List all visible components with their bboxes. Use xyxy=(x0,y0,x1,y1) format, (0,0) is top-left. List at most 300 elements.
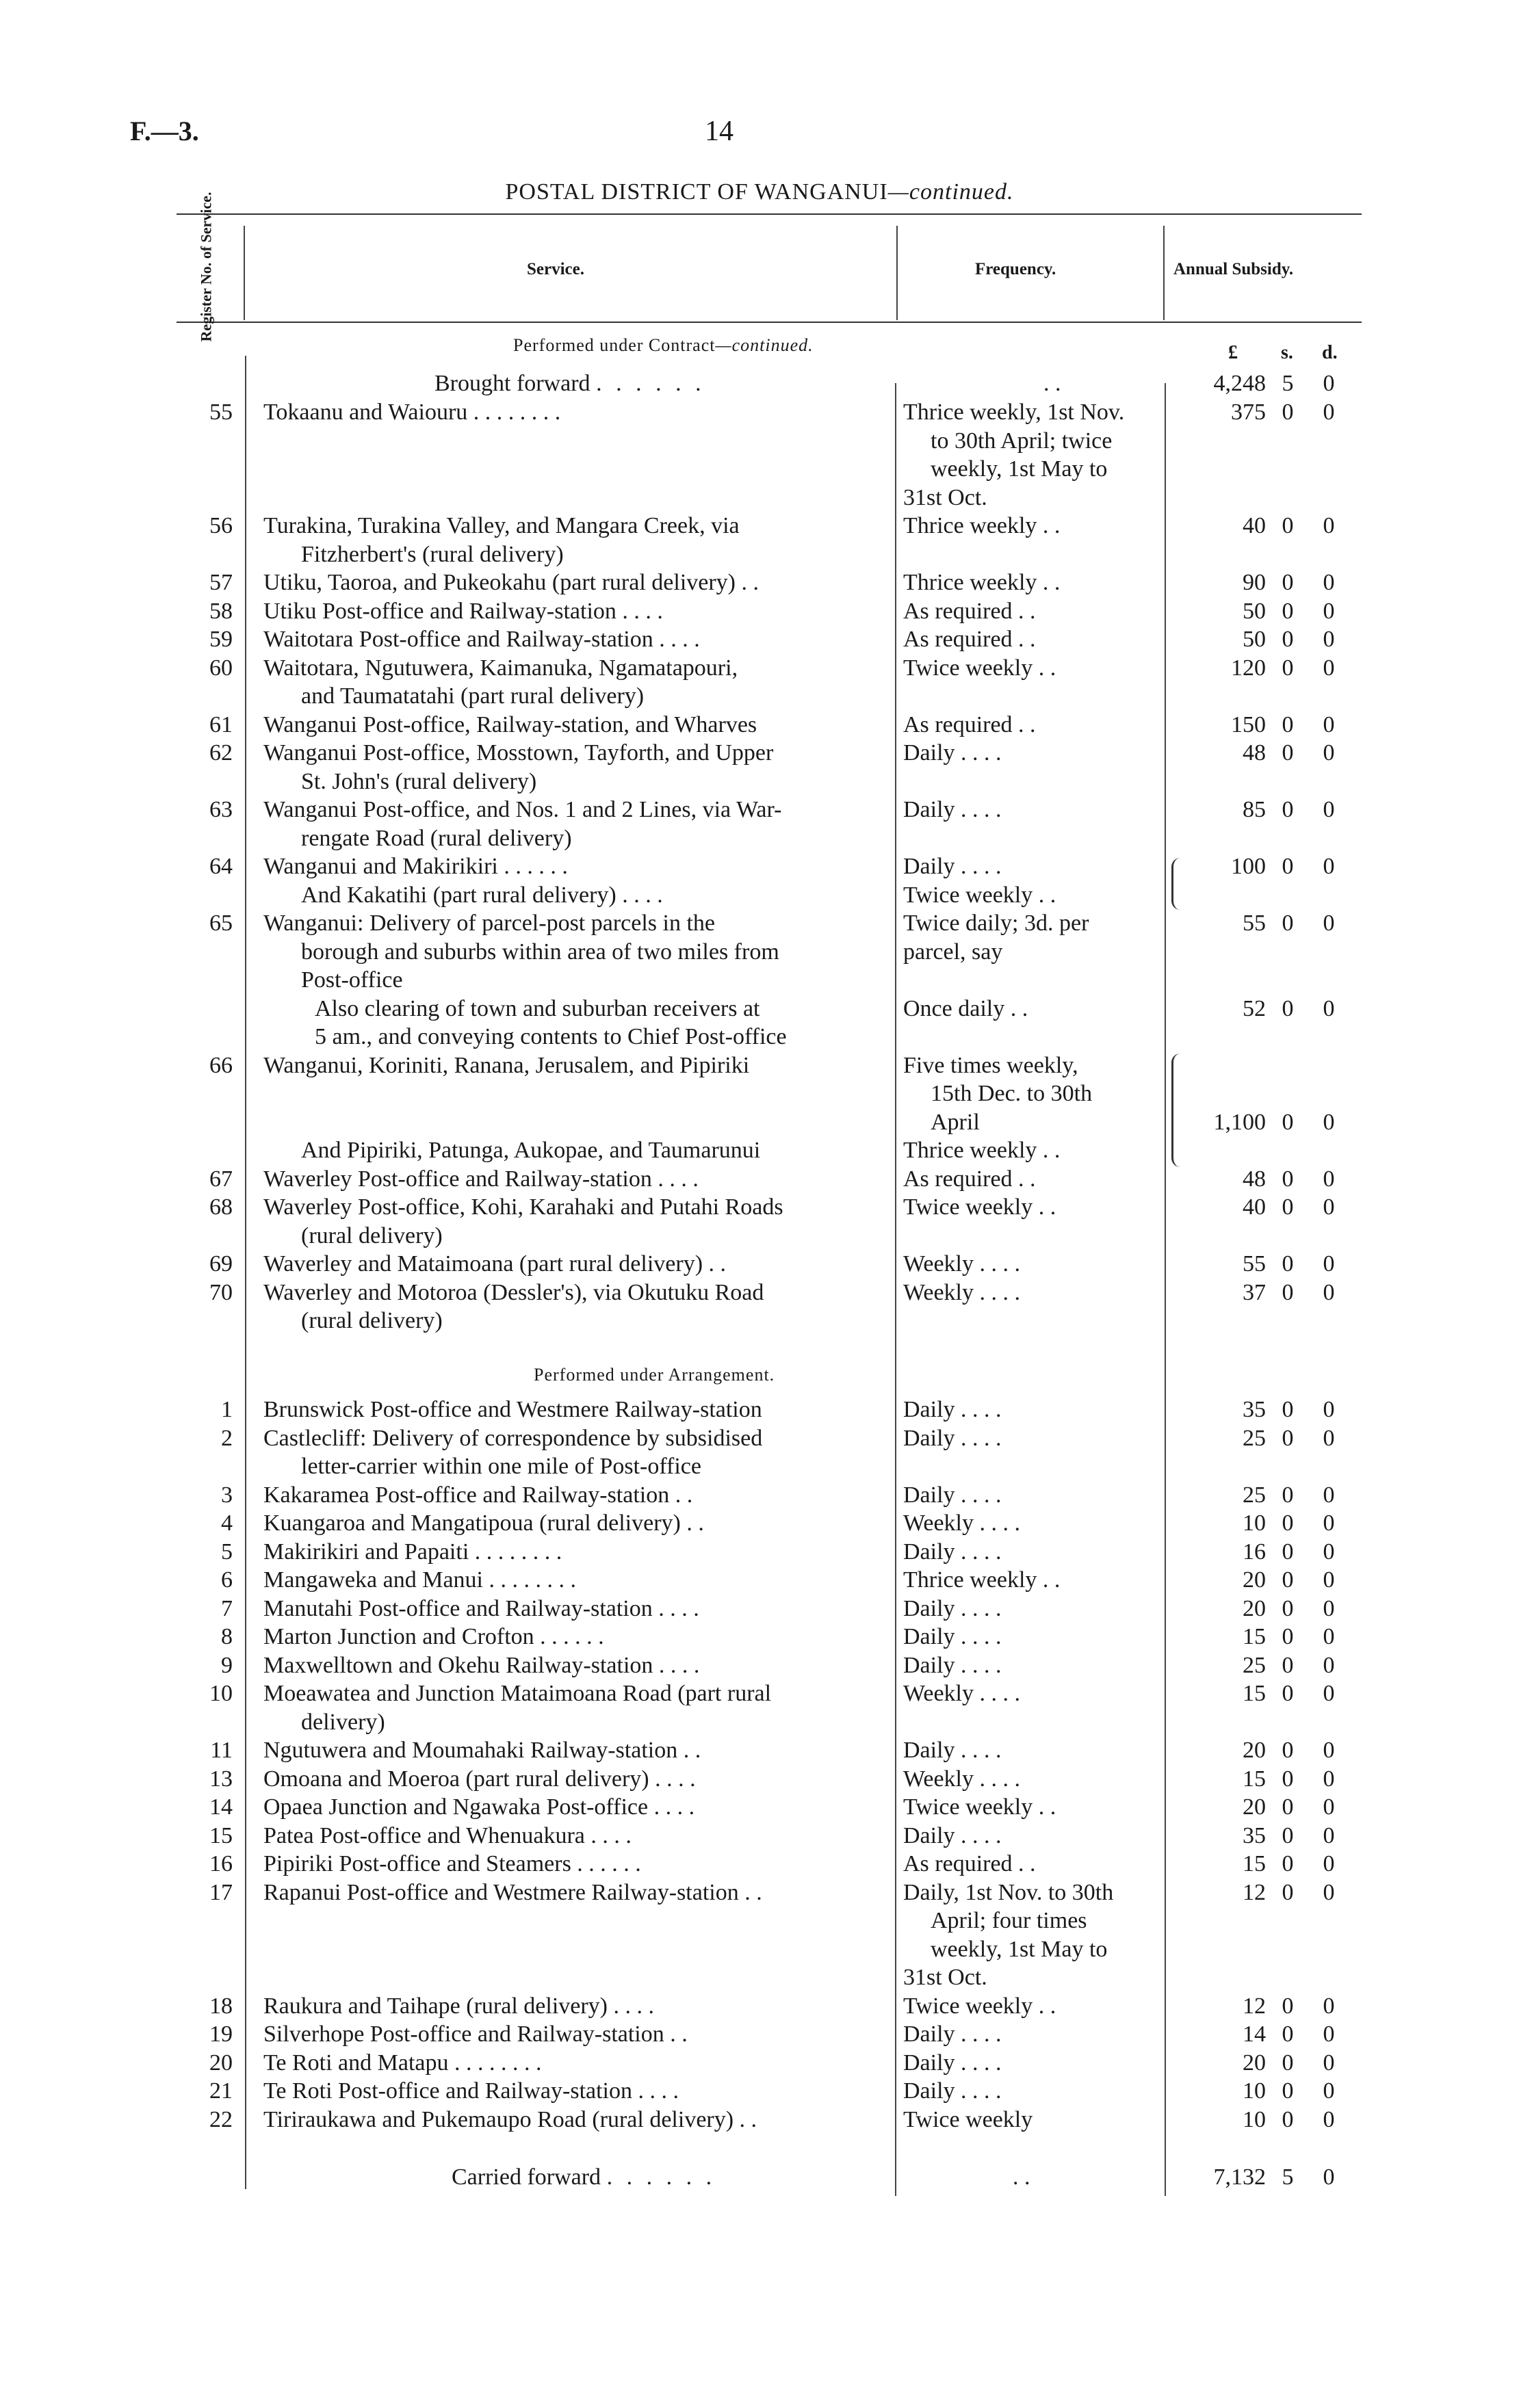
table-row-line xyxy=(0,1250,1519,1279)
frequency-text: Weekly . . . . xyxy=(903,1251,1020,1277)
frequency-text: Weekly . . . . xyxy=(903,1766,1020,1792)
frequency-text: Twice weekly . . xyxy=(903,655,1056,681)
subsidy-shillings: 0 xyxy=(1282,1822,1294,1848)
table-row-line xyxy=(0,1566,1519,1595)
table-row-line xyxy=(0,1963,1519,1992)
subsidy-shillings: 0 xyxy=(1282,1425,1294,1451)
frequency-text: Twice weekly . . xyxy=(903,882,1056,908)
register-number: 10 xyxy=(209,1681,233,1706)
table-row-line xyxy=(0,540,1519,569)
register-number: 14 xyxy=(209,1794,233,1820)
table-row-line xyxy=(0,852,1519,881)
frequency-text: Daily . . . . xyxy=(903,2021,1002,2047)
service-text: Castlecliff: Delivery of correspondence by subsidised xyxy=(263,1425,763,1451)
page-title xyxy=(0,179,1519,205)
frequency-text: Daily . . . . xyxy=(903,1482,1002,1508)
service-text: Te Roti Post-office and Railway-station . . . . xyxy=(263,2078,679,2104)
frequency-text: Thrice weekly . . xyxy=(903,570,1061,595)
service-text: Omoana and Moeroa (part rural delivery) . . . . xyxy=(263,1766,696,1792)
table-row-line xyxy=(0,1023,1519,1051)
subsidy-pence: 0 xyxy=(1323,1567,1335,1593)
table-row-line xyxy=(0,2020,1519,2049)
subsidy-shillings: 0 xyxy=(1282,711,1294,737)
register-number: 8 xyxy=(221,1624,233,1649)
frequency-text: Daily . . . . xyxy=(903,1425,1002,1451)
table-row-line xyxy=(0,881,1519,910)
frequency-text: Daily . . . . xyxy=(903,797,1002,822)
register-number: 61 xyxy=(209,711,233,737)
subsidy-shillings: 0 xyxy=(1282,1510,1294,1536)
table-row-line xyxy=(0,2106,1519,2134)
table-row-line xyxy=(0,1907,1519,1935)
service-text: Waverley and Mataimoana (part rural delivery) . . xyxy=(263,1251,727,1277)
subsidy-shillings: 0 xyxy=(1282,797,1294,822)
table-row-line xyxy=(0,1279,1519,1307)
subsidy-shillings: 0 xyxy=(1282,1251,1294,1277)
service-text: Maxwelltown and Okehu Railway-station . . . . xyxy=(263,1652,700,1678)
subsidy-pence: 0 xyxy=(1323,655,1335,681)
subsidy-pence: 0 xyxy=(1323,2050,1335,2076)
service-text: Tokaanu and Waiouru . . . . . . . . xyxy=(263,400,561,425)
subsidy-shillings: 0 xyxy=(1282,1851,1294,1876)
frequency-text: Twice weekly . . xyxy=(903,1993,1056,2019)
table-row-line xyxy=(0,1452,1519,1481)
frequency-text: Daily . . . . xyxy=(903,1738,1002,1763)
subsidy-pounds: 20 xyxy=(1243,2050,1266,2076)
register-number: 66 xyxy=(209,1052,233,1078)
register-number: 21 xyxy=(209,2078,233,2104)
column-header-register-text: Register No. of Service. xyxy=(197,192,214,342)
service-text: rengate Road (rural delivery) xyxy=(301,825,572,851)
subsidy-pence: 0 xyxy=(1323,740,1335,765)
subsidy-shillings: 0 xyxy=(1282,2106,1294,2132)
brought-forward-freq-dots: . . xyxy=(1043,371,1061,396)
register-number: 4 xyxy=(221,1510,233,1536)
table-row-line xyxy=(0,1108,1519,1137)
table-row-line xyxy=(0,938,1519,967)
subsidy-pounds: 50 xyxy=(1243,598,1266,624)
register-number: 7 xyxy=(221,1595,233,1621)
subsidy-pence: 0 xyxy=(1323,1425,1335,1451)
subsidy-shillings: 0 xyxy=(1282,1397,1294,1422)
subsidy-pounds: 25 xyxy=(1243,1425,1266,1451)
subsidy-pounds: 15 xyxy=(1243,1766,1266,1792)
subsidy-pence: 0 xyxy=(1323,598,1335,624)
service-text: Wanganui: Delivery of parcel-post parcels in the xyxy=(263,911,716,936)
frequency-text: Daily . . . . xyxy=(903,1652,1002,1678)
service-text: Wanganui Post-office, Railway-station, and Wharves xyxy=(263,711,757,737)
brought-forward-pounds: 4,248 xyxy=(1213,371,1266,396)
table-row-line xyxy=(0,1051,1519,1080)
table-row-line xyxy=(0,1736,1519,1765)
table-row-line xyxy=(0,1136,1519,1165)
subsidy-shillings: 0 xyxy=(1282,655,1294,681)
service-text: And Pipiriki, Patunga, Aukopae, and Taumarunui xyxy=(301,1138,761,1163)
brace-row-64 xyxy=(1171,858,1180,910)
subsidy-pounds: 20 xyxy=(1243,1738,1266,1763)
table-row-line xyxy=(0,768,1519,796)
register-number: 67 xyxy=(209,1166,233,1192)
subsidy-shillings: 0 xyxy=(1282,2021,1294,2047)
frequency-text: weekly, 1st May to xyxy=(931,456,1108,482)
table-row-line xyxy=(0,1307,1519,1335)
register-number: 56 xyxy=(209,513,233,538)
subsidy-pence: 0 xyxy=(1323,400,1335,425)
subsidy-shillings: 0 xyxy=(1282,1595,1294,1621)
subsidy-shillings: 0 xyxy=(1282,854,1294,879)
subsidy-pounds: 10 xyxy=(1243,2106,1266,2132)
service-text: Waverley Post-office and Railway-station . . . . xyxy=(263,1166,699,1192)
subsidy-shillings: 0 xyxy=(1282,1482,1294,1508)
subsidy-shillings: 0 xyxy=(1282,1738,1294,1763)
subsidy-pence: 0 xyxy=(1323,513,1335,538)
subsidy-pence: 0 xyxy=(1323,1652,1335,1678)
subsidy-pounds: 48 xyxy=(1243,1166,1266,1192)
subsidy-pounds: 20 xyxy=(1243,1567,1266,1593)
currency-pence: d. xyxy=(1322,342,1338,363)
subsidy-pence: 0 xyxy=(1323,1879,1335,1905)
frequency-text: Once daily . . xyxy=(903,995,1028,1021)
subsidy-shillings: 0 xyxy=(1282,598,1294,624)
subsidy-pence: 0 xyxy=(1323,797,1335,822)
column-header-service: Service. xyxy=(527,260,584,278)
subsidy-shillings: 0 xyxy=(1282,2078,1294,2104)
subsidy-shillings: 0 xyxy=(1282,1109,1294,1135)
table-row-line xyxy=(0,1165,1519,1194)
table-row-line xyxy=(0,1679,1519,1708)
table-row-line xyxy=(0,1193,1519,1222)
subsidy-shillings: 0 xyxy=(1282,1681,1294,1706)
table-row-line xyxy=(0,1396,1519,1424)
subsidy-pence: 0 xyxy=(1323,854,1335,879)
subsidy-shillings: 0 xyxy=(1282,2050,1294,2076)
subsidy-shillings: 0 xyxy=(1282,1539,1294,1565)
subsidy-pounds: 12 xyxy=(1243,1879,1266,1905)
subsidy-pence: 0 xyxy=(1323,1794,1335,1820)
frequency-text: Daily . . . . xyxy=(903,1595,1002,1621)
service-text: Turakina, Turakina Valley, and Mangara Creek, via xyxy=(263,513,740,538)
frequency-text: Daily . . . . xyxy=(903,1539,1002,1565)
frequency-text: Twice weekly . . xyxy=(903,1194,1056,1220)
subsidy-pounds: 25 xyxy=(1243,1482,1266,1508)
register-number: 9 xyxy=(221,1652,233,1678)
service-text: Wanganui, Koriniti, Ranana, Jerusalem, and Pipiriki xyxy=(263,1052,750,1078)
subsidy-pounds: 50 xyxy=(1243,627,1266,652)
subsidy-pence: 0 xyxy=(1323,2021,1335,2047)
frequency-text: April xyxy=(931,1109,980,1135)
service-text: Also clearing of town and suburban receivers at xyxy=(315,995,760,1021)
frequency-text: As required . . xyxy=(903,1851,1036,1876)
subsidy-pounds: 10 xyxy=(1243,1510,1266,1536)
brace-row-66 xyxy=(1171,1054,1180,1167)
subsidy-pounds: 15 xyxy=(1243,1681,1266,1706)
table-row-line xyxy=(0,568,1519,597)
carried-forward-freq-dots: . . xyxy=(1013,2164,1030,2190)
subsidy-pence: 0 xyxy=(1323,1993,1335,2019)
service-text: Patea Post-office and Whenuakura . . . . xyxy=(263,1822,632,1848)
page-title-text: POSTAL DISTRICT OF WANGANUI xyxy=(505,179,888,205)
table-row-line xyxy=(0,1992,1519,2021)
register-number: 3 xyxy=(221,1482,233,1508)
table-row-line xyxy=(0,455,1519,484)
subsidy-shillings: 0 xyxy=(1282,1794,1294,1820)
service-text: Ngutuwera and Moumahaki Railway-station . . xyxy=(263,1738,701,1763)
frequency-text: As required . . xyxy=(903,627,1036,652)
frequency-text: Daily . . . . xyxy=(903,1397,1002,1422)
frequency-text: Daily . . . . xyxy=(903,2050,1002,2076)
table-row-line xyxy=(0,512,1519,540)
service-text: Tiriraukawa and Pukemaupo Road (rural delivery) . . xyxy=(263,2106,757,2132)
subsidy-pence: 0 xyxy=(1323,1851,1335,1876)
subsidy-pounds: 52 xyxy=(1243,995,1266,1021)
table-row-line xyxy=(0,1822,1519,1850)
register-number: 11 xyxy=(210,1738,233,1763)
table-row-line xyxy=(0,1708,1519,1737)
frequency-text: Twice daily; 3d. per xyxy=(903,911,1089,936)
carried-forward-label: Carried forward . . . . . . xyxy=(452,2164,716,2190)
frequency-text: Daily . . . . xyxy=(903,2078,1002,2104)
frequency-text: Daily . . . . xyxy=(903,854,1002,879)
table-row-line xyxy=(0,398,1519,427)
service-text: Rapanui Post-office and Westmere Railway-station . . xyxy=(263,1879,762,1905)
subsidy-pence: 0 xyxy=(1323,1595,1335,1621)
table-row-line xyxy=(0,1765,1519,1794)
frequency-text: As required . . xyxy=(903,711,1036,737)
register-number: 6 xyxy=(221,1567,233,1593)
header-rule-bottom xyxy=(177,322,1362,323)
table-row-line xyxy=(0,1651,1519,1680)
subsidy-pence: 0 xyxy=(1323,627,1335,652)
service-text: letter-carrier within one mile of Post-office xyxy=(301,1454,701,1479)
frequency-text: As required . . xyxy=(903,1166,1036,1192)
rule-frequency-header xyxy=(1163,226,1165,320)
frequency-text: Daily . . . . xyxy=(903,1822,1002,1848)
table-row-line xyxy=(0,1222,1519,1251)
register-number: 19 xyxy=(209,2021,233,2047)
subsidy-pounds: 48 xyxy=(1243,740,1266,765)
frequency-text: Daily, 1st Nov. to 30th xyxy=(903,1879,1114,1905)
register-number: 20 xyxy=(209,2050,233,2076)
subsidy-pounds: 15 xyxy=(1243,1624,1266,1649)
table-row-line xyxy=(0,1879,1519,1907)
table-row-line xyxy=(0,1079,1519,1108)
table-row-line xyxy=(0,1595,1519,1623)
subsidy-pounds: 40 xyxy=(1243,1194,1266,1220)
subsidy-shillings: 0 xyxy=(1282,1766,1294,1792)
table-row-line xyxy=(0,824,1519,853)
service-text: Waverley and Motoroa (Dessler's), via Okutuku Road xyxy=(263,1279,764,1305)
service-text: delivery) xyxy=(301,1709,385,1735)
service-text: (rural delivery) xyxy=(301,1222,443,1248)
table-row-line xyxy=(0,1538,1519,1567)
brought-forward-pence: 0 xyxy=(1323,371,1335,396)
register-number: 65 xyxy=(209,911,233,936)
subsidy-shillings: 0 xyxy=(1282,627,1294,652)
frequency-text: weekly, 1st May to xyxy=(931,1936,1108,1962)
service-text: Fitzherbert's (rural delivery) xyxy=(301,541,564,567)
register-number: 1 xyxy=(221,1397,233,1422)
register-number: 62 xyxy=(209,740,233,765)
register-number: 17 xyxy=(209,1879,233,1905)
subsidy-pounds: 25 xyxy=(1243,1652,1266,1678)
register-number: 63 xyxy=(209,797,233,822)
service-text: Brunswick Post-office and Westmere Railway-station xyxy=(263,1397,762,1422)
subsidy-pence: 0 xyxy=(1323,711,1335,737)
subsidy-pence: 0 xyxy=(1323,911,1335,936)
subsidy-pounds: 15 xyxy=(1243,1851,1266,1876)
register-number: 18 xyxy=(209,1993,233,2019)
section-heading-contract-text: Performed under Contract xyxy=(513,335,716,355)
service-text: 5 am., and conveying contents to Chief Post-office xyxy=(315,1024,787,1049)
subsidy-shillings: 0 xyxy=(1282,1879,1294,1905)
subsidy-shillings: 0 xyxy=(1282,570,1294,595)
service-text: Marton Junction and Crofton . . . . . . xyxy=(263,1624,604,1649)
subsidy-pounds: 16 xyxy=(1243,1539,1266,1565)
frequency-text: Thrice weekly, 1st Nov. xyxy=(903,400,1125,425)
subsidy-pence: 0 xyxy=(1323,1166,1335,1192)
register-number: 5 xyxy=(221,1539,233,1565)
carried-forward-pounds: 7,132 xyxy=(1213,2164,1266,2190)
register-number: 59 xyxy=(209,627,233,652)
subsidy-shillings: 0 xyxy=(1282,1194,1294,1220)
service-text: Waitotara, Ngutuwera, Kaimanuka, Ngamatapouri, xyxy=(263,655,738,681)
subsidy-pounds: 35 xyxy=(1243,1822,1266,1848)
frequency-text: Weekly . . . . xyxy=(903,1279,1020,1305)
page-identifier: F.—3. xyxy=(130,116,199,146)
subsidy-pence: 0 xyxy=(1323,1482,1335,1508)
currency-shillings: s. xyxy=(1281,342,1293,363)
register-number: 68 xyxy=(209,1194,233,1220)
subsidy-pounds: 1,100 xyxy=(1213,1109,1266,1135)
brought-forward-label: Brought forward . . . . . . xyxy=(434,371,705,396)
register-number: 57 xyxy=(209,570,233,595)
subsidy-pence: 0 xyxy=(1323,2078,1335,2104)
table-row-line xyxy=(0,1793,1519,1822)
frequency-text: 31st Oct. xyxy=(903,1965,987,1990)
carried-forward-pence: 0 xyxy=(1323,2164,1335,2190)
frequency-text: Daily . . . . xyxy=(903,740,1002,765)
service-text: (rural delivery) xyxy=(301,1308,443,1333)
subsidy-pence: 0 xyxy=(1323,2106,1335,2132)
subsidy-pounds: 20 xyxy=(1243,1595,1266,1621)
frequency-text: Thrice weekly . . xyxy=(903,513,1061,538)
service-text: Post-office xyxy=(301,967,403,993)
table-row-line xyxy=(0,796,1519,824)
table-row-line xyxy=(0,995,1519,1023)
register-number: 64 xyxy=(209,854,233,879)
register-number: 22 xyxy=(209,2106,233,2132)
table-row-line xyxy=(0,1935,1519,1964)
table-row-line xyxy=(0,597,1519,626)
subsidy-pounds: 12 xyxy=(1243,1993,1266,2019)
frequency-text: As required . . xyxy=(903,598,1036,624)
subsidy-pounds: 55 xyxy=(1243,1251,1266,1277)
carried-forward-row xyxy=(0,2163,1519,2192)
register-number: 16 xyxy=(209,1851,233,1876)
rule-service-header xyxy=(896,226,898,320)
subsidy-pounds: 90 xyxy=(1243,570,1266,595)
service-text: Waverley Post-office, Kohi, Karahaki and Putahi Roads xyxy=(263,1194,783,1220)
register-number: 55 xyxy=(209,400,233,425)
service-text: Manutahi Post-office and Railway-station . . . . xyxy=(263,1595,699,1621)
subsidy-pence: 0 xyxy=(1323,1539,1335,1565)
frequency-text: 31st Oct. xyxy=(903,484,987,510)
register-number: 69 xyxy=(209,1251,233,1277)
page-title-suffix: —continued. xyxy=(887,179,1014,205)
table-row-line xyxy=(0,1850,1519,1879)
subsidy-shillings: 0 xyxy=(1282,1993,1294,2019)
service-text: Silverhope Post-office and Railway-station . . xyxy=(263,2021,688,2047)
frequency-text: Thrice weekly . . xyxy=(903,1138,1061,1163)
table-row-line xyxy=(0,1424,1519,1453)
subsidy-pence: 0 xyxy=(1323,1766,1335,1792)
subsidy-pounds: 150 xyxy=(1231,711,1266,737)
register-number: 70 xyxy=(209,1279,233,1305)
column-header-subsidy: Annual Subsidy. xyxy=(1173,260,1294,278)
table-row-line xyxy=(0,1623,1519,1651)
frequency-text: Thrice weekly . . xyxy=(903,1567,1061,1593)
register-number: 15 xyxy=(209,1822,233,1848)
subsidy-shillings: 0 xyxy=(1282,995,1294,1021)
subsidy-pounds: 55 xyxy=(1243,911,1266,936)
subsidy-pounds: 100 xyxy=(1231,854,1266,879)
subsidy-pounds: 37 xyxy=(1243,1279,1266,1305)
carried-forward-shillings: 5 xyxy=(1282,2164,1294,2190)
service-text: Wanganui and Makirikiri . . . . . . xyxy=(263,854,568,879)
page-number: 14 xyxy=(705,116,733,147)
subsidy-shillings: 0 xyxy=(1282,1279,1294,1305)
table-row-line xyxy=(0,1481,1519,1510)
subsidy-pence: 0 xyxy=(1323,1822,1335,1848)
section-heading-arrangement: Performed under Arrangement. xyxy=(534,1365,775,1385)
service-text: Mangaweka and Manui . . . . . . . . xyxy=(263,1567,577,1593)
service-text: Utiku Post-office and Railway-station . . . . xyxy=(263,598,663,624)
subsidy-shillings: 0 xyxy=(1282,1166,1294,1192)
subsidy-shillings: 0 xyxy=(1282,1567,1294,1593)
service-text: Kuangaroa and Mangatipoua (rural delivery) . . xyxy=(263,1510,704,1536)
table-row-line xyxy=(0,2077,1519,2106)
table-row-line xyxy=(0,654,1519,683)
subsidy-shillings: 0 xyxy=(1282,400,1294,425)
frequency-text: Twice weekly xyxy=(903,2106,1033,2132)
rule-register-header xyxy=(244,226,245,320)
table-row-line xyxy=(0,739,1519,768)
section-heading-contract-suffix: —continued. xyxy=(715,335,814,355)
subsidy-pence: 0 xyxy=(1323,995,1335,1021)
subsidy-shillings: 0 xyxy=(1282,740,1294,765)
service-text: Pipiriki Post-office and Steamers . . . . . . xyxy=(263,1851,641,1876)
header-rule-top xyxy=(177,213,1362,215)
subsidy-shillings: 0 xyxy=(1282,911,1294,936)
subsidy-pence: 0 xyxy=(1323,1510,1335,1536)
brought-forward-row xyxy=(0,369,1519,398)
service-text: Wanganui Post-office, and Nos. 1 and 2 Lines, via War- xyxy=(263,797,782,822)
service-text: Raukura and Taihape (rural delivery) . . . . xyxy=(263,1993,654,2019)
subsidy-pence: 0 xyxy=(1323,1681,1335,1706)
register-number: 2 xyxy=(221,1425,233,1451)
table-row-line xyxy=(0,1509,1519,1538)
section-heading-contract xyxy=(513,335,814,356)
register-number: 60 xyxy=(209,655,233,681)
column-header-frequency: Frequency. xyxy=(975,260,1056,278)
subsidy-shillings: 0 xyxy=(1282,1652,1294,1678)
frequency-text: Weekly . . . . xyxy=(903,1681,1020,1706)
subsidy-pence: 0 xyxy=(1323,1109,1335,1135)
frequency-text: April; four times xyxy=(931,1908,1087,1933)
subsidy-pounds: 35 xyxy=(1243,1397,1266,1422)
table-row-line xyxy=(0,909,1519,938)
subsidy-pounds: 20 xyxy=(1243,1794,1266,1820)
